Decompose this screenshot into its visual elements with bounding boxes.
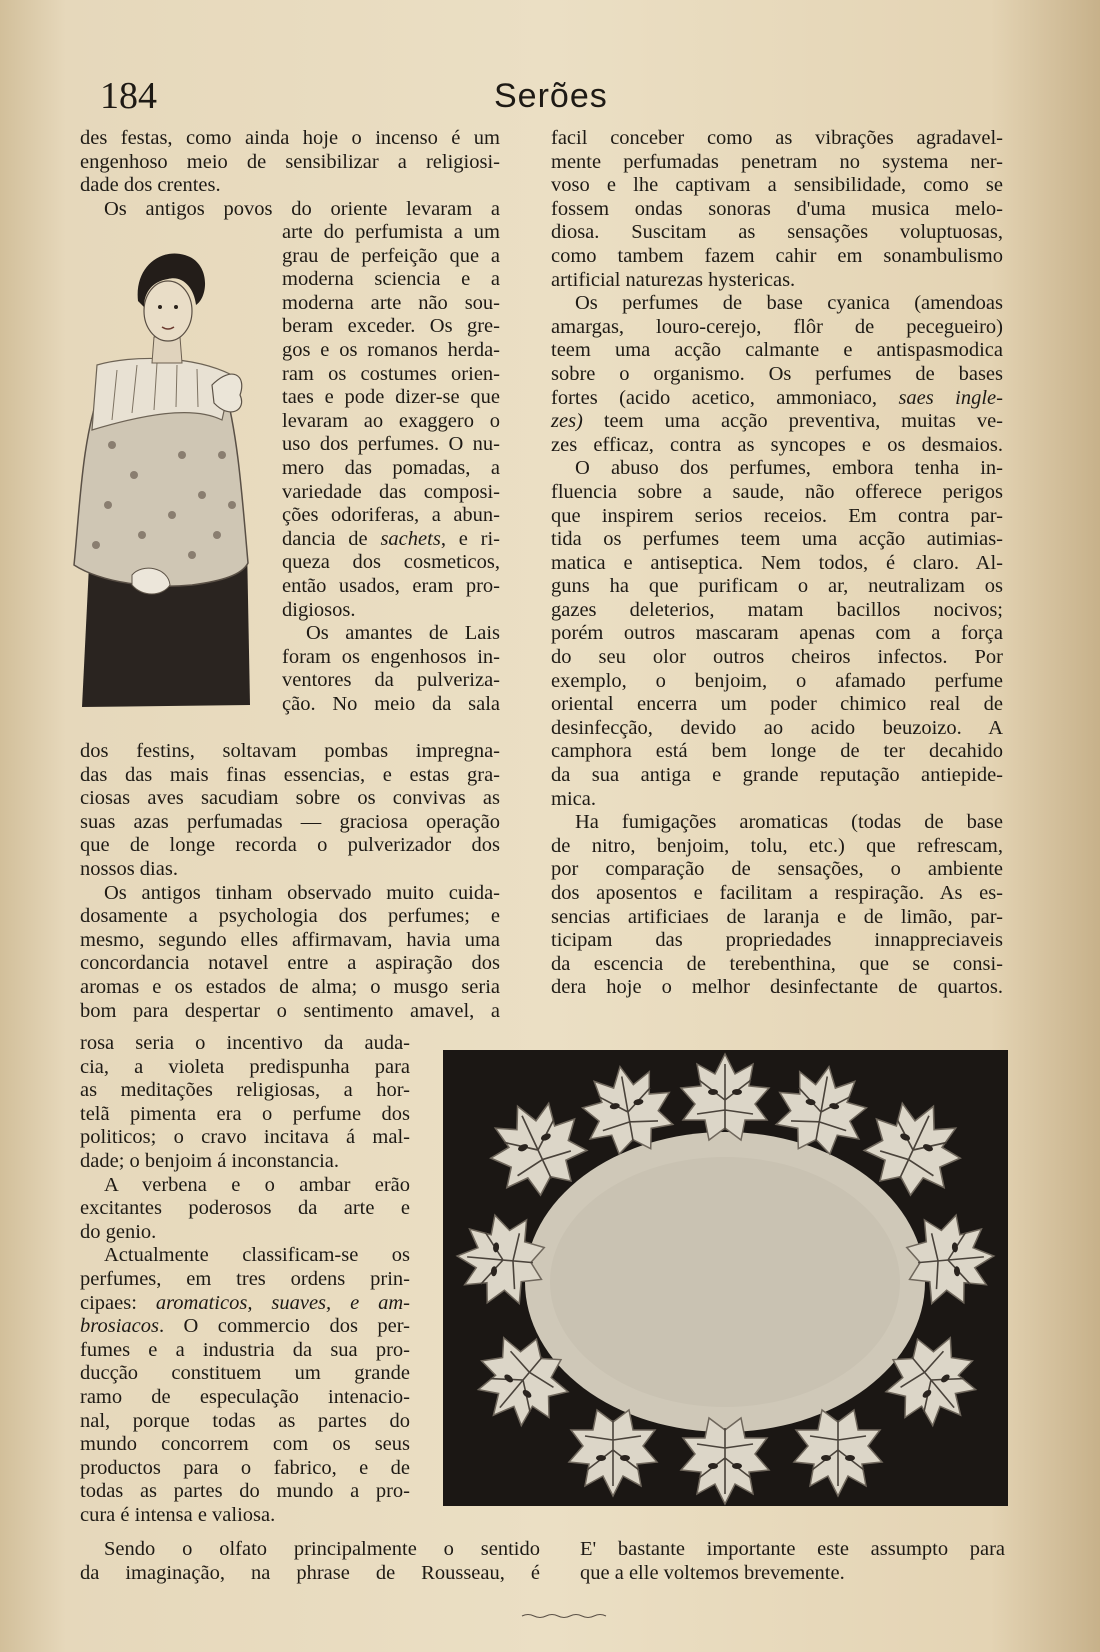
text-line: matica e antiseptica. Nem todos, é claro. Al- <box>551 551 1003 574</box>
left-column-lower <box>80 1032 410 1527</box>
text-line: politicos; o cravo incitava á mal- <box>80 1126 410 1149</box>
right-column <box>551 127 1003 1000</box>
text-line: sobre o organismo. Os perfumes de bases <box>551 362 1003 385</box>
text-line: arte do perfumista a um <box>282 221 500 243</box>
text-line: exemplo, o benjoim, o afamado perfume <box>551 669 1003 692</box>
text-line: de nitro, benjoim, tolu, etc.) que refrescam, <box>551 834 1003 857</box>
text-line: gos e os romanos herda- <box>282 338 500 361</box>
text-line: dos aposentos e facilitam a respiração. As es- <box>551 882 1003 904</box>
text-line: amargas, louro-cerejo, flôr de pecegueiro) <box>551 315 1003 338</box>
text-line: gazes deleterios, matam bacillos nocivos; <box>551 598 1003 621</box>
text-line: todas as partes do mundo a pro- <box>80 1480 410 1503</box>
text-line: mesmo, segundo elles affirmavam, havia uma <box>80 928 500 951</box>
text-run: teem uma acção preventiva, muitas ve- <box>582 410 1003 433</box>
text-line: fluencia sobre a saude, não offerece perigos <box>551 480 1003 503</box>
text-line: Os antigos povos do oriente levaram a <box>104 197 500 220</box>
text-line: foram os engenhosos in- <box>282 645 500 668</box>
text-line: nal, porque todas as partes do <box>80 1409 410 1432</box>
left-column-narrow <box>282 221 500 716</box>
text-line: mundo concorrem com os seus <box>80 1433 410 1456</box>
text-line: zes efficaz, contra as syncopes e os desmaios. <box>551 433 1003 456</box>
text-line: fumes e a industria da sua pro- <box>80 1338 410 1361</box>
text-line: excitantes poderosos da arte e <box>80 1197 410 1220</box>
text-line: mero das pomadas, a <box>282 456 500 479</box>
text-line: moderna arte não sou- <box>282 291 500 314</box>
text-line <box>551 387 1003 411</box>
text-line: Os perfumes de base cyanica (amendoas <box>575 292 1003 315</box>
text-line: da sua antiga e grande reputação antiepide- <box>551 764 1003 787</box>
text-line: artificial naturezas hystericas. <box>551 268 796 291</box>
text-line: camphora está bem longe de ter decahido <box>551 740 1003 763</box>
text-line: variedade das composi- <box>282 480 500 503</box>
text-line: nossos dias. <box>80 857 178 880</box>
text-line: do genio. <box>80 1220 157 1243</box>
text-line: ventores da pulveriza- <box>282 669 500 692</box>
text-line: facil conceber como as vibrações agradavel- <box>551 127 1003 149</box>
text-line: do seu olor outros cheiros infectos. Por <box>551 646 1003 669</box>
text-line: queza dos cosmeticos, <box>282 551 500 574</box>
text-line: dera hoje o melhor desinfectante de quartos. <box>551 976 1003 999</box>
text-line: guns ha que purificam o ar, neutralizam os <box>551 575 1003 598</box>
text-line: sencias artificiaes de laranja e de limão, par- <box>551 905 1003 928</box>
text-line: Actualmente classificam-se os <box>104 1244 410 1267</box>
text-line: então usados, eram pro- <box>282 574 500 597</box>
text-line: engenhoso meio de sensibilizar a religiosi- <box>80 150 500 173</box>
page-number: 184 <box>100 75 157 117</box>
text-line: concordancia notavel entre a aspiração dos <box>80 952 500 975</box>
text-line: desinfecção, devido ao acido beuzoizo. A <box>551 716 1003 739</box>
text-line: que a elle voltemos brevemente. <box>580 1561 845 1584</box>
text-run: , e ri- <box>440 527 500 550</box>
text-line: suas azas perfumadas — graciosa operação <box>80 810 500 833</box>
text-line: dade dos crentes. <box>80 174 221 197</box>
text-line: des festas, como ainda hoje o incenso é um <box>80 127 500 149</box>
text-line: taes e pode dizer-se que <box>282 386 500 409</box>
text-line: beram exceder. Os gre- <box>282 315 500 338</box>
text-line: perfumes, em tres ordens prin- <box>80 1267 410 1290</box>
text-run: fortes (acido acetico, ammoniaco, <box>551 386 899 409</box>
text-line: ramo de especulação intenacio- <box>80 1385 410 1408</box>
text-run: dancia de <box>282 527 381 550</box>
text-line: cia, a violeta predispunha para <box>80 1055 410 1078</box>
text-line: da imaginação, na phrase de Rousseau, é <box>80 1561 540 1584</box>
text-line: dosamente a psychologia dos perfumes; e <box>80 905 500 928</box>
text-line: fossem ondas sonoras d'uma musica melo- <box>551 197 1003 220</box>
text-line: Ha fumigações aromaticas (todas de base <box>575 811 1003 834</box>
text-line: levaram ao exaggero o <box>282 409 500 432</box>
italic-term: zes) <box>551 410 583 433</box>
text-line: Os amantes de Lais <box>306 622 500 645</box>
left-column-middle <box>80 740 500 1023</box>
text-line: digiosos. <box>282 598 356 621</box>
woman-illustration <box>72 245 272 715</box>
text-line: productos para o fabrico, e de <box>80 1456 410 1479</box>
text-line: Os antigos tinham observado muito cuida- <box>104 881 500 904</box>
text-line <box>551 410 1003 434</box>
text-line: voso e lhe captivam a sensibilidade, como se <box>551 174 1003 197</box>
left-column-bottom <box>80 1538 540 1585</box>
text-line <box>80 1315 410 1339</box>
text-line: ticipam das propriedades innappreciaveis <box>551 929 1003 952</box>
text-line: Sendo o olfato principalmente o sentido <box>104 1538 540 1560</box>
italic-term: aromaticos, suaves, e am- <box>155 1291 410 1314</box>
text-line <box>282 528 500 552</box>
text-line: grau de perfeição que a <box>282 244 500 267</box>
text-line: das das mais finas essencias, e estas gra- <box>80 763 500 786</box>
text-run: cipaes: <box>80 1291 156 1314</box>
text-line: as meditações religiosas, a hor- <box>80 1079 410 1102</box>
text-line: aromas e os estados de alma; o musgo seria <box>80 975 500 998</box>
text-line: O abuso dos perfumes, embora tenha in- <box>575 457 1003 480</box>
text-line: teem uma acção calmante e antispasmodica <box>551 339 1003 362</box>
text-line: A verbena e o ambar erão <box>104 1173 410 1196</box>
text-line: que de longe recorda o pulverizador dos <box>80 834 500 857</box>
text-line: diosa. Suscitam as sensações voluptuosas, <box>551 221 1003 244</box>
text-line: porém outros mascaram apenas com a força <box>551 622 1003 645</box>
text-line <box>80 1292 410 1316</box>
left-column-top <box>80 127 500 221</box>
ornament-rule <box>520 1613 610 1619</box>
text-line: ções odoriferas, a abun- <box>282 504 500 527</box>
text-line: mente perfumadas penetram no systema ner- <box>551 150 1003 173</box>
text-line: uso dos perfumes. O nu- <box>282 433 500 456</box>
text-line: cura é intensa e valiosa. <box>80 1503 276 1526</box>
lace-doily-illustration <box>443 1050 1008 1506</box>
text-line: ciosas aves sacudiam sobre os convivas as <box>80 787 500 810</box>
italic-term: brosiacos <box>80 1315 159 1338</box>
text-line: ção. No meio da sala <box>282 692 500 715</box>
text-line: como tambem fazem cahir em sonambulismo <box>551 244 1003 267</box>
text-line: ducção constituem um grande <box>80 1362 410 1385</box>
text-line: oriental encerra um poder chimico real de <box>551 693 1003 716</box>
italic-term: saes ingle- <box>898 386 1003 409</box>
text-line: tida os perfumes teem uma acção autimias- <box>551 528 1003 551</box>
right-column-bottom <box>580 1538 1005 1585</box>
text-line: por comparação de sensações, o ambiente <box>551 858 1003 881</box>
text-line: telã pimenta era o perfume dos <box>80 1102 410 1125</box>
text-line: dade; o benjoim á inconstancia. <box>80 1149 340 1172</box>
text-run: . O commercio dos per- <box>158 1315 410 1338</box>
text-line: E' bastante importante este assumpto para <box>580 1538 1005 1560</box>
text-line: rosa seria o incentivo da auda- <box>80 1032 410 1054</box>
running-head: Serões <box>494 77 608 115</box>
text-line: mica. <box>551 787 596 810</box>
text-line: que inspirem serios receios. Em contra par- <box>551 504 1003 527</box>
lace-doily-graphic <box>443 1050 1008 1506</box>
text-line: ram os costumes orien- <box>282 362 500 385</box>
text-line: bom para despertar o sentimento amavel, a <box>80 999 500 1022</box>
italic-term: sachets <box>380 527 441 550</box>
text-line: da escencia de terebenthina, que se consi- <box>551 952 1003 975</box>
text-line: moderna sciencia e a <box>282 268 500 291</box>
text-line: dos festins, soltavam pombas impregna- <box>80 740 500 762</box>
